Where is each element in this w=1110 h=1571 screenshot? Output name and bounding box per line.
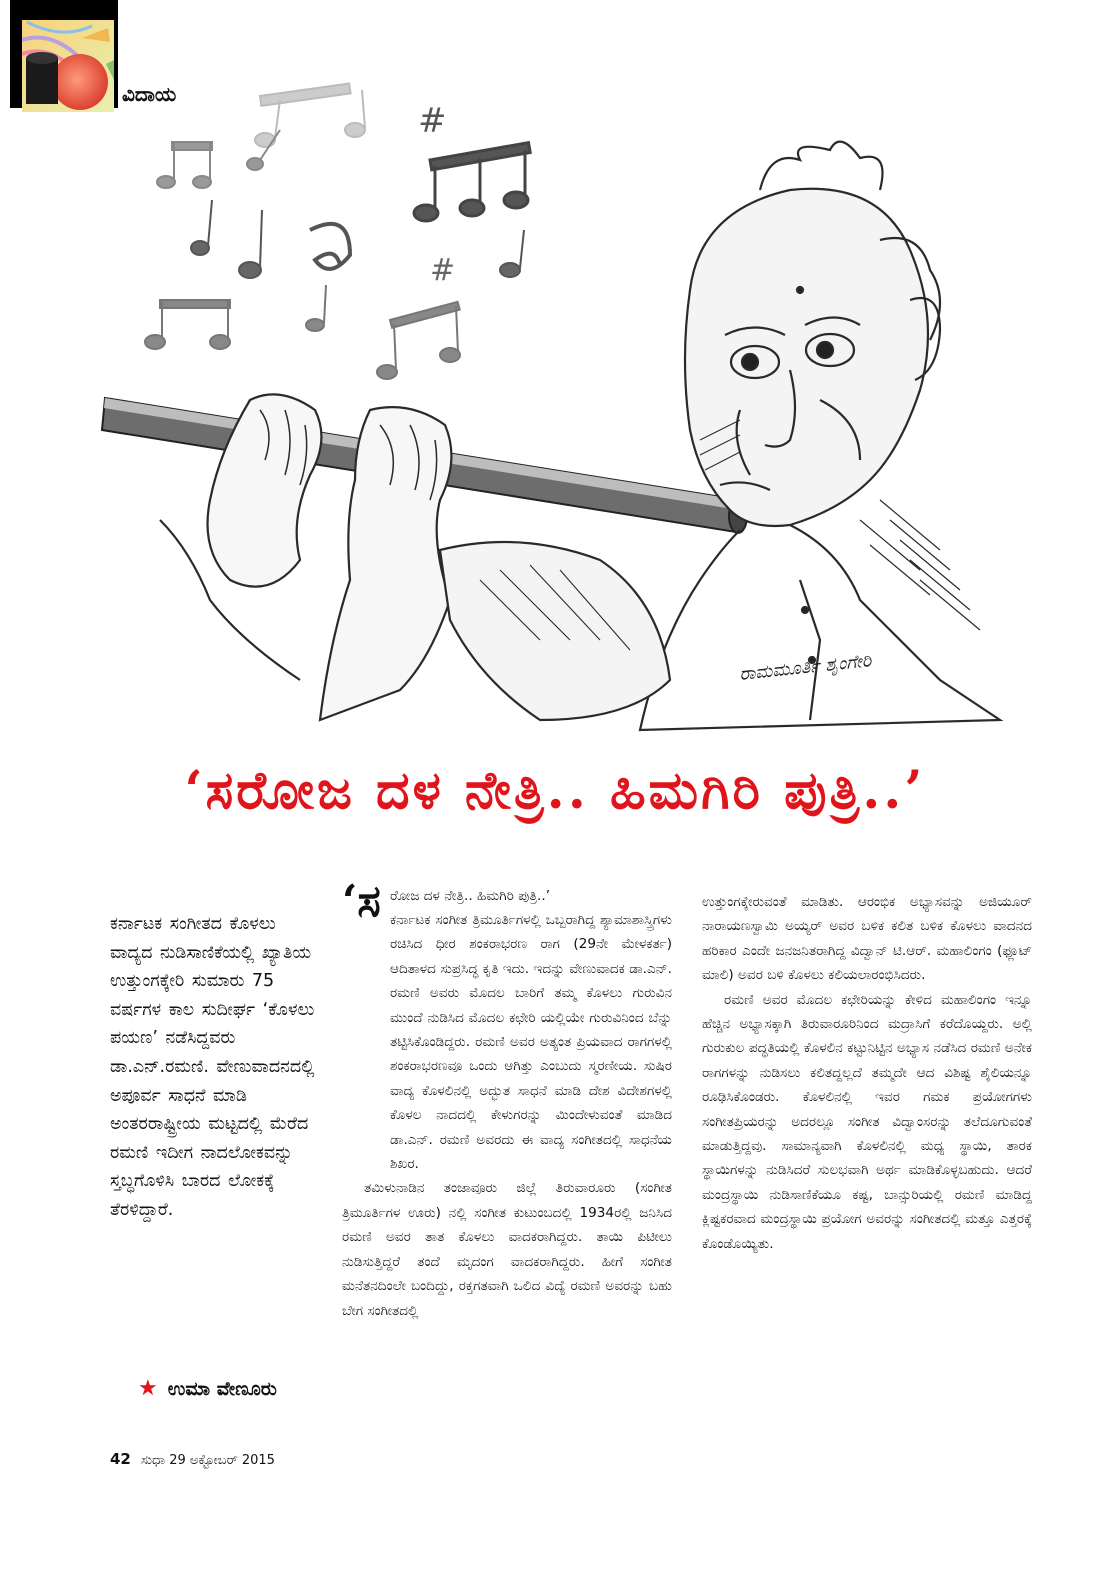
magazine-name: ಸುಧಾ — [141, 1453, 166, 1468]
svg-text:#: # — [418, 101, 447, 141]
page-number: 42 — [110, 1450, 131, 1468]
paragraph: ಕರ್ನಾಟಕ ಸಂಗೀತ ತ್ರಿಮೂರ್ತಿಗಳಲ್ಲಿ ಒಬ್ಬರಾಗಿದ್ದ ಶ್ಯಾಮಾಶಾಸ್ತ್ರಿಗಳು ರಚಿಸಿದ ಧೀರ ಶಂಕರಾಭರಣ ರಾಗ (29ನೇ ಮೇಳಕರ್ತ) ಆದಿತಾಳದ ಸುಪ್ರಸಿದ್ಧ ಕೃತಿ ಇದು. ಇದನ್ನು ವೇಣುವಾದಕ ಡಾ.ಎನ್. ರಮಣಿ ಅವರು ಮೊದಲ ಬಾರಿಗೆ ತಮ್ಮ ಕೊಳಲು ಗುರುವಿನ ಮುಂದೆ ನುಡಿಸಿದ ಮೊದಲ ಕಛೇರಿ ಯಲ್ಲಿಯೇ ಗುರುವಿನಿಂದ ಬೆನ್ನು ತಟ್ಟಿಸಿಕೊಂಡಿದ್ದರು. ರಮಣಿ ಅವರ ಅತ್ಯಂತ ಪ್ರಿಯವಾದ ರಾಗಗಳಲ್ಲಿ ಶಂಕರಾಭರಣವೂ ಒಂದು ಆಗಿತ್ತು ಎಂಬುದು ಸ್ಮರಣೀಯ. ಸುಷಿರ ವಾದ್ಯ ಕೊಳಲಿನಲ್ಲಿ ಅದ್ಭುತ ಸಾಧನೆ ಮಾಡಿ ದೇಶ ವಿದೇಶಗಳಲ್ಲಿ ಕೊಳಲ ನಾದದಲ್ಲಿ ಕೇಳುಗರನ್ನು ಮಿಂದೇಳುವಂತೆ ಮಾಡಿದ ಡಾ.ಎನ್. ರಮಣಿ ಅವರದು ಈ ವಾದ್ಯ ಸಂಗೀತದಲ್ಲಿ ಸಾಧನೆಯ ಶಿಖರ. — [390, 912, 672, 1173]
issue-month: ಅಕ್ಟೋಬರ್ — [189, 1453, 238, 1468]
lead-column — [110, 910, 320, 1225]
paragraph: ತಮಿಳುನಾಡಿನ ತಂಜಾವೂರು ಜಿಲ್ಲೆ ತಿರುವಾರೂರು (ಸಂಗೀತ ತ್ರಿಮೂರ್ತಿಗಳ ಊರು) ನಲ್ಲಿ ಸಂಗೀತ ಕುಟುಂಬದಲ್ಲಿ 1934ರಲ್ಲಿ ಜನಿಸಿದ ರಮಣಿ ಅವರ ತಾತ ಕೊಳಲು ವಾದಕರಾಗಿದ್ದರು. ತಾಯಿ ಪಿಟೀಲು ನುಡಿಸುತ್ತಿದ್ದರೆ ತಂದೆ ಮೃದಂಗ ವಾದಕರಾಗಿದ್ದರು. ಹೀಗೆ ಸಂಗೀತ ಮನೆತನದಿಂಲೇ ಬಂದಿದ್ದು, ರಕ್ತಗತವಾಗಿ ಒಲಿದ ವಿದ್ಯೆ ರಮಣಿ ಅವರನ್ನು ಬಹು ಬೇಗ ಸಂಗೀತದಲ್ಲಿ — [342, 1180, 672, 1319]
article-title: ‘ಸರೋಜ ದಳ ನೇತ್ರಿ.. ಹಿಮಗಿರಿ ಪುತ್ರಿ..’ — [184, 760, 926, 821]
paragraph: ರಮಣಿ ಅವರ ಮೊದಲ ಕಛೇರಿಯನ್ನು ಕೇಳಿದ ಮಹಾಲಿಂಗಂ ಇನ್ನೂ ಹೆಚ್ಚಿನ ಅಭ್ಯಾಸಕ್ಕಾಗಿ ತಿರುವಾರೂರಿನಿಂದ ಮದ್ರಾಸಿಗೆ ಕರೆದೊಯ್ದರು. ಅಲ್ಲಿ ಗುರುಕುಲ ಪದ್ಧತಿಯಲ್ಲಿ ಕೊಳಲಿನ ಕಟ್ಟುನಿಟ್ಟಿನ ಅಭ್ಯಾಸ ನಡೆಸಿದ ರಮಣಿ ಅನೇಕ ರಾಗಗಳನ್ನು ನುಡಿಸಲು ಕಲಿತದ್ದಲ್ಲದೆ ತಮ್ಮದೇ ಆದ ವಿಶಿಷ್ಟ ಶೈಲಿಯನ್ನೂ ರೂಢಿಸಿಕೊಂಡರು. ಕೊಳಲಿನಲ್ಲಿ ಇವರ ಗಮಕ ಪ್ರಯೋಗಗಳು ಸಂಗೀತಪ್ರಿಯರನ್ನು ಅದರಲ್ಲೂ ಸಂಗೀತ ವಿದ್ವಾಂಸರನ್ನು ತಲೆದೂಗುವಂತೆ ಮಾಡುತ್ತಿದ್ದವು. ಸಾಮಾನ್ಯವಾಗಿ ಕೊಳಲಿನಲ್ಲಿ ಮಧ್ಯ ಸ್ಥಾಯಿ, ತಾರಕ ಸ್ಥಾಯಿಗಳನ್ನು ನುಡಿಸಿದರೆ ಸುಲಭವಾಗಿ ಅರ್ಥ ಮಾಡಿಕೊಳ್ಳಬಹುದು. ಆದರೆ ಮಂದ್ರಸ್ಥಾಯಿ ನುಡಿಸಾಣಿಕೆಯೂ ಕಷ್ಟ, ಬಾನ್ಸುರಿಯಲ್ಲಿ ರಮಣಿ ಮಾಡಿದ್ದ ಕ್ಲಿಷ್ಟಕರವಾದ ಮಂದ್ರಸ್ಥಾಯಿ ಪ್ರಯೋಗ ಅವರನ್ನು ಸಂಗೀತದಲ್ಲಿ ಮತ್ತೂ ಎತ್ತರಕ್ಕೆ ಕೊಂಡೊಯ್ಯಿತು. — [702, 991, 1032, 1252]
drop-cap: ‘ಸ — [342, 876, 381, 927]
body-column-2 — [342, 876, 672, 1323]
page-footer — [110, 1450, 275, 1468]
artist-signature: ರಾಮಮೂರ್ತಿ ಶೃಂಗೇರಿ — [738, 650, 873, 685]
star-icon: ★ — [138, 1376, 158, 1401]
svg-text:#: # — [430, 253, 456, 288]
section-label: ವಿದಾಯ — [122, 82, 177, 106]
musician-figure — [160, 142, 1000, 730]
paragraph: ಉತ್ತುಂಗಕ್ಕೇರುವಂತೆ ಮಾಡಿತು. ಆರಂಭಿಕ ಅಭ್ಯಾಸವನ್ನು ಅಜಿಯೂರ್ ನಾರಾಯಣಸ್ವಾಮಿ ಅಯ್ಯರ್ ಅವರ ಬಳಿಕ ಕಲಿತ ಬಳಿಕ ಕೊಳಲು ವಾದನದ ಹರಿಕಾರ ಎಂದೇ ಜನಜನಿತರಾಗಿದ್ದ ವಿದ್ವಾನ್ ಟಿ.ಆರ್. ಮಹಾಲಿಂಗಂ (ಫ್ಲೂಟ್ ಮಾಲಿ) ಅವರ ಬಳಿ ಕೊಳಲು ಕಲಿಯಲಾರಂಭಿಸಿದರು. — [702, 894, 1032, 984]
author-name: ಉಮಾ ವೇಣೂರು — [167, 1378, 277, 1400]
opening-quote: ರೋಜ ದಳ ನೇತ್ರಿ.. ಹಿಮಗಿರಿ ಪುತ್ರಿ..’ — [390, 888, 551, 904]
flutist-illustration — [100, 80, 1020, 740]
issue-day: 29 — [169, 1453, 186, 1468]
opening-line — [342, 876, 672, 928]
lead-text: ಕರ್ನಾಟಕ ಸಂಗೀತದ ಕೊಳಲು ವಾದ್ಯದ ನುಡಿಸಾಣಿಕೆಯಲ್ಲಿ ಖ್ಯಾತಿಯ ಉತ್ತುಂಗಕ್ಕೇರಿ ಸುಮಾರು 75 ವರ್ಷಗಳ ಕಾಲ ಸುದೀರ್ಘ ‘ಕೊಳಲು ಪಯಣ’ ನಡೆಸಿದ್ದವರು ಡಾ.ಎನ್.ರಮಣಿ. ವೇಣುವಾದನದಲ್ಲಿ ಅಪೂರ್ವ ಸಾಧನೆ ಮಾಡಿ ಅಂತರರಾಷ್ಟ್ರೀಯ ಮಟ್ಟದಲ್ಲಿ ಮೆರೆದ ರಮಣಿ ಇದೀಗ ನಾದಲೋಕವನ್ನು ಸ್ತಬ್ಧಗೊಳಿಸಿ ಬಾರದ ಲೋಕಕ್ಕೆ ತೆರಳಿದ್ದಾರೆ. — [110, 914, 315, 1220]
body-column-3 — [702, 890, 1032, 1256]
author-byline — [138, 1376, 277, 1401]
issue-year: 2015 — [241, 1453, 275, 1468]
music-notes-graphic — [145, 83, 530, 379]
